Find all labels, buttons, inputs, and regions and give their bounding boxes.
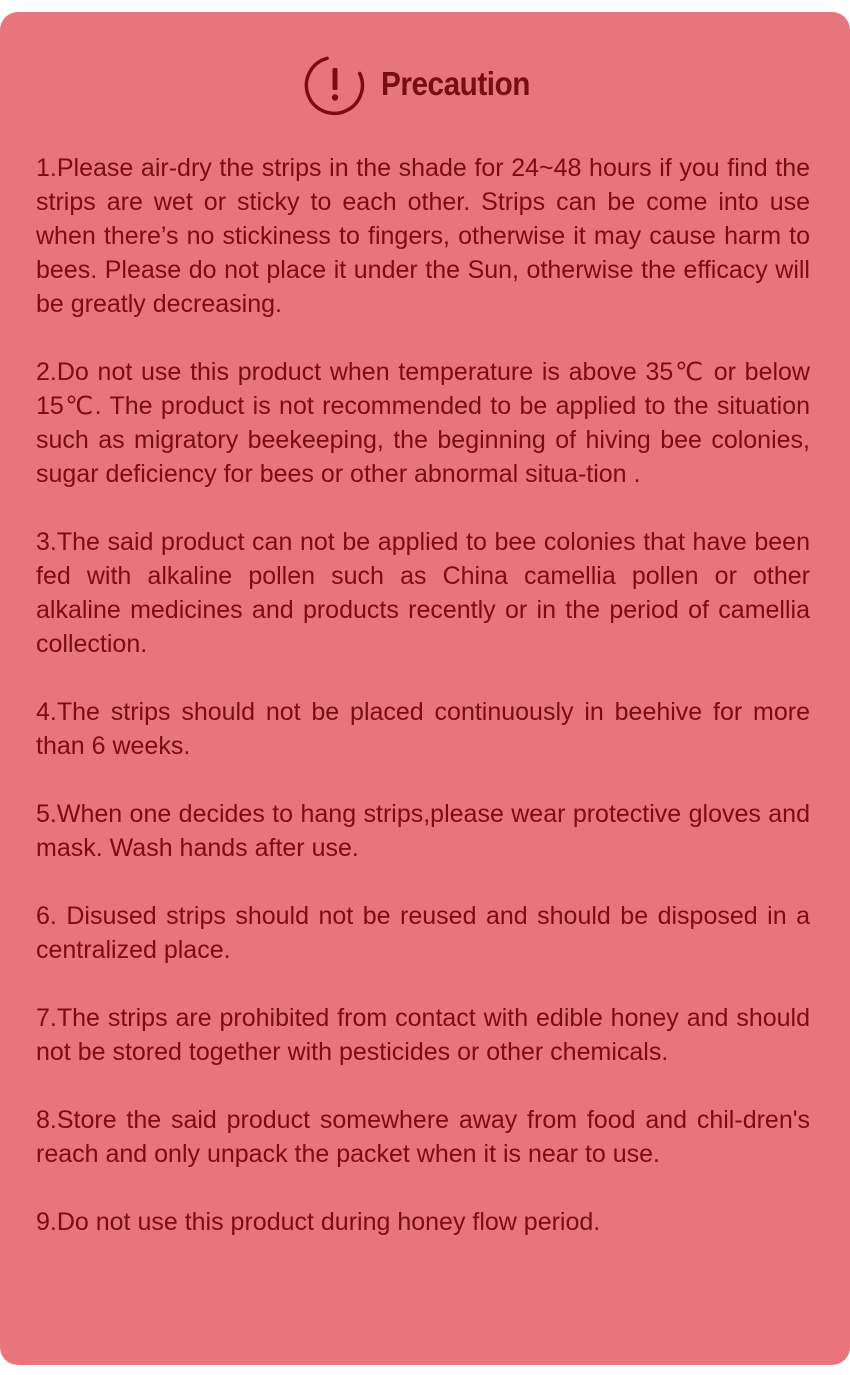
precaution-item-3: 3.The said product can not be applied to bee colonies that have been fed with alkaline pollen such as China camellia pollen or other alkaline medicines and products recently or in the period of camellia collection. bbox=[36, 528, 810, 658]
precaution-item-5: 5.When one decides to hang strips,please wear protective gloves and mask. Wash hands after use. bbox=[36, 800, 810, 862]
precaution-item-6: 6. Disused strips should not be reused and should be disposed in a centralized place. bbox=[36, 902, 810, 964]
precaution-item-2: 2.Do not use this product when temperature is above 35℃ or below 15℃. The product is not recommended to be applied to the situation such as migratory beekeeping, the beginning of hiving bee colonies, sugar deficiency for bees or other abnormal situa-tion . bbox=[36, 358, 810, 488]
precaution-header bbox=[0, 52, 850, 116]
precaution-card bbox=[0, 12, 850, 1365]
precaution-item-9: 9.Do not use this product during honey flow period. bbox=[36, 1208, 601, 1236]
precaution-item-1: 1.Please air-dry the strips in the shade for 24~48 hours if you find the strips are wet or sticky to each other. Strips can be come into use when there’s no stickiness to fingers, otherwise it may cause harm to bees. Please do not place it under the Sun, otherwise the efficacy will be greatly decreasing. bbox=[36, 154, 810, 318]
precaution-item-4: 4.The strips should not be placed continuously in beehive for more than 6 weeks. bbox=[36, 698, 810, 760]
precaution-item-7: 7.The strips are prohibited from contact with edible honey and should not be stored together with pesticides or other chemicals. bbox=[36, 1004, 810, 1066]
precaution-list bbox=[36, 151, 810, 1273]
precaution-item-8: 8.Store the said product somewhere away from food and chil-dren's reach and only unpack the packet when it is near to use. bbox=[36, 1106, 810, 1168]
page-title: Precaution bbox=[381, 65, 531, 102]
exclamation-circle-icon bbox=[303, 52, 367, 116]
